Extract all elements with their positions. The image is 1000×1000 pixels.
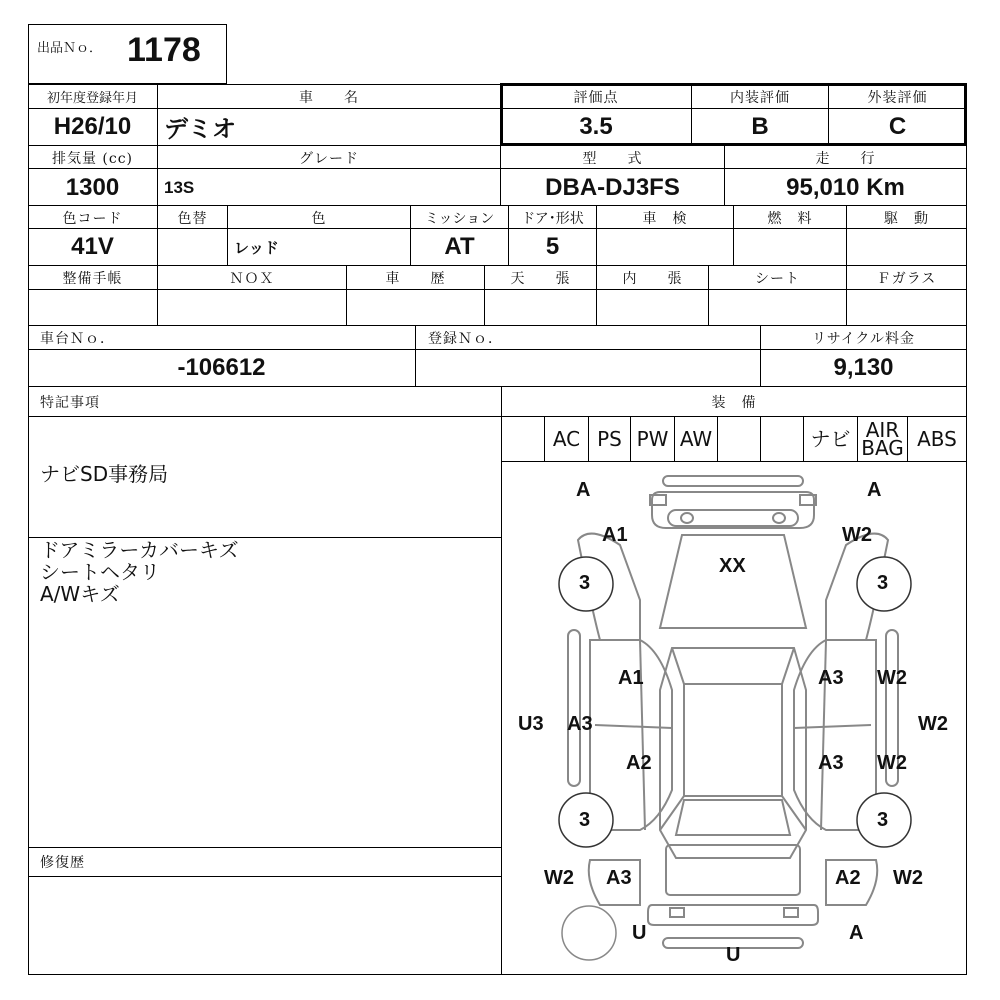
damage-mark: W2 — [544, 867, 574, 889]
first-reg-value: H26/10 — [53, 112, 132, 140]
damage-mark: A1 — [602, 524, 628, 546]
remarks-line: ドアミラーカバーキズ — [40, 538, 239, 562]
drive-value — [847, 229, 966, 265]
fuel-value — [734, 229, 846, 265]
damage-mark: U — [726, 944, 741, 966]
remarks-line: シートヘタリ — [40, 560, 160, 584]
lot-label: 出品Ｎｏ． — [37, 41, 103, 56]
glass-label: Ｆガラス — [876, 270, 937, 287]
drive-label: 駆 動 — [884, 210, 929, 227]
car-name-label: 車 名 — [299, 89, 359, 106]
equipment-navi: ナビ — [810, 427, 851, 451]
equipment-pw: PW — [636, 427, 669, 451]
damage-mark: A — [849, 922, 864, 944]
remarks-line: A/Wキズ — [40, 582, 120, 606]
damage-mark: 3 — [877, 572, 889, 594]
damage-mark: 3 — [579, 572, 591, 594]
damage-mark: W2 — [918, 713, 948, 735]
car-name-value: デミオ — [164, 115, 236, 143]
score-label: 評価点 — [573, 89, 619, 106]
inspection-label: 車 検 — [642, 210, 688, 227]
damage-mark: W2 — [877, 667, 907, 689]
doors-label: ドア･形状 — [521, 210, 584, 227]
equipment-aw: AW — [679, 427, 713, 451]
interior-label: 内装評価 — [730, 89, 790, 106]
transmission-value: AT — [444, 233, 475, 260]
headliner-label: 内 張 — [622, 270, 683, 287]
reg-no-label: 登録Ｎｏ． — [428, 330, 503, 347]
repaint-value — [158, 229, 227, 265]
equipment-item — [761, 417, 803, 461]
color-code-value: 41V — [71, 233, 114, 260]
repair-history-label: 修復歴 — [40, 855, 85, 871]
damage-mark: A — [867, 479, 882, 501]
nox-label: ＮＯＸ — [229, 270, 275, 287]
remarks-line: ナビSD事務局 — [40, 462, 169, 486]
doors-value: 5 — [545, 233, 560, 260]
first-reg-label: 初年度登録年月 — [46, 91, 138, 106]
equipment-item — [718, 417, 760, 461]
equipment-label: 装 備 — [711, 394, 757, 411]
mileage-value: 95,010 Km — [786, 173, 905, 201]
reg-no-value — [416, 349, 760, 386]
damage-mark: A3 — [818, 752, 844, 774]
score-value: 3.5 — [579, 112, 613, 140]
equipment-ps: PS — [597, 427, 622, 451]
displacement-value: 1300 — [65, 173, 120, 201]
model-value: DBA-DJ3FS — [545, 173, 680, 201]
service-book-label: 整備手帳 — [62, 270, 123, 287]
equipment-ac: AC — [552, 427, 581, 451]
damage-mark: A — [576, 479, 591, 501]
grade-value: 13S — [164, 177, 195, 197]
mileage-label: 走 行 — [815, 150, 876, 167]
damage-mark: XX — [719, 555, 746, 577]
repaint-label: 色替 — [177, 210, 208, 227]
recycle-label: リサイクル料金 — [811, 330, 916, 347]
damage-mark: W2 — [893, 867, 923, 889]
equipment-abs: ABS — [917, 427, 957, 451]
damage-mark: A1 — [618, 667, 644, 689]
lot-number: 1178 — [127, 31, 201, 69]
damage-mark: A3 — [818, 667, 844, 689]
exterior-value: C — [888, 112, 907, 140]
equipment-item — [502, 417, 544, 461]
sunroof-label: 天 張 — [510, 270, 571, 287]
remarks-label: 特記事項 — [40, 394, 100, 411]
exterior-label: 外装評価 — [867, 89, 928, 106]
color-code-label: 色コード — [62, 210, 123, 227]
damage-mark: U3 — [518, 713, 544, 735]
chassis-no-label: 車台Ｎｏ． — [40, 330, 115, 347]
damage-mark: A2 — [835, 867, 861, 889]
color-label: 色 — [311, 210, 327, 227]
chassis-no-value: -106612 — [177, 353, 266, 381]
equipment-airbag: AIR BAG — [861, 418, 904, 460]
damage-mark: W2 — [877, 752, 907, 774]
damage-mark: W2 — [842, 524, 872, 546]
displacement-label: 排気量 (cc) — [51, 150, 134, 167]
model-label: 型 式 — [582, 150, 643, 167]
inspection-value — [597, 229, 733, 265]
damage-mark: 3 — [877, 809, 889, 831]
color-value: レッド — [234, 238, 279, 257]
seat-label: シート — [755, 270, 800, 287]
damage-mark: A3 — [567, 713, 593, 735]
damage-mark: U — [632, 922, 647, 944]
interior-value: B — [751, 112, 769, 140]
recycle-value: 9,130 — [833, 353, 894, 381]
damage-mark: A2 — [626, 752, 652, 774]
damage-mark: 3 — [579, 809, 591, 831]
transmission-label: ミッション — [424, 210, 495, 227]
fuel-label: 燃 料 — [767, 210, 813, 227]
history-label: 車 歴 — [385, 270, 446, 287]
grade-label: グレード — [299, 150, 359, 167]
damage-mark: A3 — [606, 867, 632, 889]
